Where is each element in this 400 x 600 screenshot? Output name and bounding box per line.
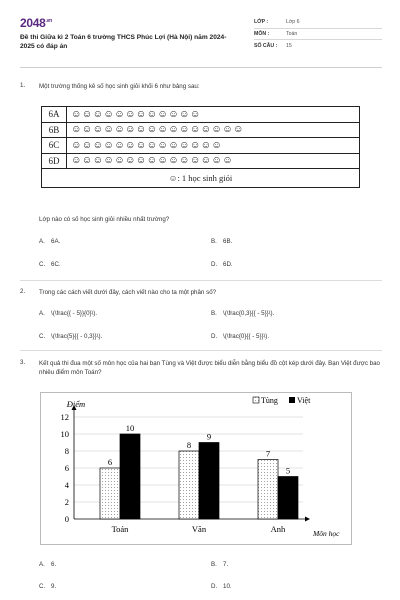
option-letter: C. <box>39 333 46 340</box>
option-text: \(\frac{0}{{ - 5}}\). <box>223 333 270 340</box>
option-letter: B. <box>211 238 217 245</box>
legend-swatch-viet <box>289 397 295 403</box>
x-category-label: Anh <box>270 524 286 534</box>
bar-value-label: 7 <box>265 448 271 459</box>
bar-tùng <box>179 451 199 519</box>
class-name-cell: 6A <box>42 107 67 123</box>
option-c[interactable] <box>39 261 61 268</box>
y-tick-label: 8 <box>64 446 69 456</box>
meta-label: SỐ CÂU : <box>254 42 278 49</box>
meta-row-class <box>254 17 382 29</box>
y-tick-label: 2 <box>64 497 69 507</box>
option-b[interactable] <box>211 310 274 317</box>
option-c[interactable] <box>39 333 102 340</box>
x-axis-arrow <box>305 517 310 522</box>
option-letter: A. <box>39 310 45 317</box>
question-text: Kết quả thi đua một số môn học của hai bạn Tùng và Việt được biểu diễn bằng biểu đồ cột kép dưới đây. Bạn Việt được bao nhiêu điểm môn Toán? <box>39 360 380 376</box>
option-letter: B. <box>211 561 217 568</box>
option-text: 10. <box>223 583 232 590</box>
x-axis-label: Môn học <box>313 529 340 538</box>
question-text: Một trường thống kê số học sinh giỏi khối 6 như bảng sau: <box>39 83 200 90</box>
meta-value: Toán <box>286 30 298 37</box>
y-tick-label: 12 <box>60 412 69 422</box>
smiley-icons-cell: ☺☺☺☺☺☺☺☺☺☺☺☺☺☺☺☺ <box>67 122 360 138</box>
option-letter: D. <box>211 333 218 340</box>
meta-value: 15 <box>286 42 292 49</box>
y-tick-label: 6 <box>64 463 69 473</box>
option-text: 7. <box>223 561 229 568</box>
legend-swatch-tung <box>253 397 259 403</box>
x-category-label: Văn <box>191 524 207 534</box>
exam-meta <box>254 17 382 52</box>
option-letter: D. <box>211 261 218 268</box>
option-text: 6. <box>51 561 57 568</box>
option-text: 6D. <box>223 261 233 268</box>
site-logo[interactable] <box>20 16 52 30</box>
pictogram-row <box>42 153 360 169</box>
question-number: 3. <box>20 359 26 366</box>
option-d[interactable] <box>211 333 269 340</box>
exam-title: Đề thi Giữa kì 2 Toán 6 trường THCS Phúc Lợi (Hà Nội) năm 2024-2025 có đáp án <box>20 34 227 50</box>
option-letter: B. <box>211 310 217 317</box>
bar-việt <box>120 434 140 519</box>
option-text: \(\frac{5}{{ - 0,3}}\). <box>51 333 103 340</box>
option-text: \(\frac{{ - 5}}{0}\). <box>51 310 98 317</box>
option-letter: D. <box>211 583 218 590</box>
smiley-icons-cell: ☺☺☺☺☺☺☺☺☺☺☺☺ <box>67 107 360 123</box>
page-header <box>20 12 382 58</box>
meta-value: Lớp 6 <box>286 19 300 26</box>
bar-value-label: 10 <box>125 423 135 433</box>
option-text: \(\frac{0,3}{{ - 5}}\). <box>223 310 275 317</box>
option-b[interactable] <box>211 561 228 568</box>
smiley-icons-cell: ☺☺☺☺☺☺☺☺☺☺☺☺☺☺☺ <box>67 153 360 169</box>
double-bar-chart <box>40 392 352 545</box>
option-letter: A. <box>39 238 45 245</box>
meta-row-count <box>254 40 382 52</box>
question-text: Trong các cách viết dưới đây, cách viết nào cho ta một phân số? <box>39 289 217 296</box>
option-letter: C. <box>39 583 46 590</box>
question-number: 1. <box>20 82 26 89</box>
question-divider <box>20 350 382 351</box>
question-subtext: Lớp nào có số học sinh giỏi nhiều nhất trường? <box>39 216 170 223</box>
meta-row-subject <box>254 29 382 41</box>
option-a[interactable] <box>39 561 56 568</box>
option-a[interactable] <box>39 238 60 245</box>
bar-value-label: 6 <box>107 457 113 467</box>
class-name-cell: 6B <box>42 122 67 138</box>
pictogram-legend: ☺: 1 học sinh giỏi <box>42 169 360 188</box>
option-letter: A. <box>39 561 45 568</box>
chart-canvas <box>41 393 353 546</box>
option-text: 6A. <box>51 238 61 245</box>
x-category-label: Toán <box>111 524 129 534</box>
y-axis-label: Điểm <box>66 399 86 409</box>
meta-label: MÔN : <box>254 30 270 37</box>
logo-text: 2048 <box>20 16 46 30</box>
bar-việt <box>278 477 298 520</box>
option-text: 9. <box>51 583 57 590</box>
bar-việt <box>199 443 219 520</box>
pictogram-table <box>41 106 360 188</box>
bar-tùng <box>258 460 278 520</box>
option-a[interactable] <box>39 310 97 317</box>
option-text: 6C. <box>51 261 61 268</box>
option-c[interactable] <box>39 583 56 590</box>
class-name-cell: 6D <box>42 153 67 169</box>
option-d[interactable] <box>211 583 232 590</box>
bar-tùng <box>100 468 120 519</box>
meta-label: LỚP : <box>254 19 269 26</box>
legend-label: Việt <box>297 396 311 405</box>
y-tick-label: 0 <box>64 514 69 524</box>
pictogram-row <box>42 107 360 123</box>
bar-value-label: 8 <box>186 440 192 450</box>
bar-value-label: 5 <box>285 465 291 476</box>
option-d[interactable] <box>211 261 233 268</box>
question-number: 2. <box>20 288 26 295</box>
y-tick-label: 10 <box>60 429 69 439</box>
option-letter: C. <box>39 261 46 268</box>
y-tick-label: 4 <box>64 480 69 490</box>
pictogram-row <box>42 138 360 154</box>
class-name-cell: 6C <box>42 138 67 154</box>
pictogram-row <box>42 122 360 138</box>
option-text: 6B. <box>223 238 233 245</box>
smiley-icons-cell: ☺☺☺☺☺☺☺☺☺☺☺☺☺☺ <box>67 138 360 154</box>
logo-suffix: .vn <box>45 18 52 24</box>
option-b[interactable] <box>211 238 232 245</box>
question-divider <box>20 280 382 281</box>
legend-label: Tùng <box>261 396 278 405</box>
header-divider <box>20 67 382 68</box>
bar-value-label: 9 <box>206 431 212 442</box>
